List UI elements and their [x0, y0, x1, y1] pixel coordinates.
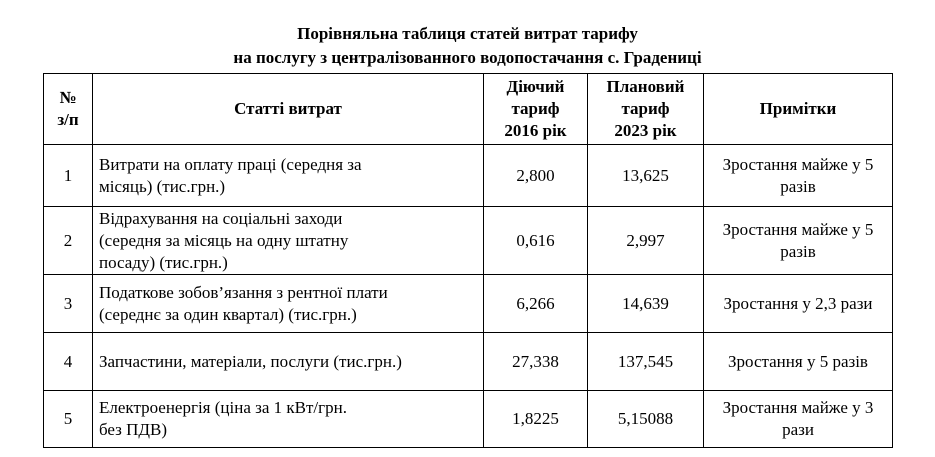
- row-planned-value: 13,625: [588, 145, 704, 207]
- title-line-1: Порівняльна таблиця статей витрат тарифу: [297, 24, 638, 43]
- table-row: [44, 207, 893, 275]
- row-number: 3: [44, 275, 93, 333]
- row-item: Відрахування на соціальні заходи (середня за місяць на одну штатну посаду) (тис.грн.): [93, 207, 484, 275]
- row-current-value: 2,800: [484, 145, 588, 207]
- table-row: [44, 145, 893, 207]
- row-item: Запчастини, матеріали, послуги (тис.грн.): [93, 333, 484, 391]
- row-current-value: 0,616: [484, 207, 588, 275]
- header-item: Статті витрат: [93, 74, 484, 145]
- document-title: [0, 22, 935, 70]
- row-note: Зростання у 5 разів: [704, 333, 893, 391]
- row-planned-value: 2,997: [588, 207, 704, 275]
- header-notes: Примітки: [704, 74, 893, 145]
- row-number: 2: [44, 207, 93, 275]
- row-note: Зростання у 2,3 рази: [704, 275, 893, 333]
- row-number: 1: [44, 145, 93, 207]
- row-current-value: 6,266: [484, 275, 588, 333]
- row-planned-value: 14,639: [588, 275, 704, 333]
- table-header-row: [44, 74, 893, 145]
- table-row: [44, 275, 893, 333]
- row-note: Зростання майже у 3 рази: [704, 391, 893, 448]
- table-row: [44, 333, 893, 391]
- header-planned-tariff: Плановий тариф 2023 рік: [588, 74, 704, 145]
- row-note: Зростання майже у 5 разів: [704, 207, 893, 275]
- row-planned-value: 5,15088: [588, 391, 704, 448]
- header-number: № з/п: [44, 74, 93, 145]
- row-note: Зростання майже у 5 разів: [704, 145, 893, 207]
- row-item: Податкове зобов’язання з рентної плати (середнє за один квартал) (тис.грн.): [93, 275, 484, 333]
- row-current-value: 1,8225: [484, 391, 588, 448]
- title-line-2: на послугу з централізованного водопостачання с. Градениці: [233, 48, 702, 67]
- row-item: Витрати на оплату праці (середня за місяць) (тис.грн.): [93, 145, 484, 207]
- row-number: 4: [44, 333, 93, 391]
- row-number: 5: [44, 391, 93, 448]
- row-item: Електроенергія (ціна за 1 кВт/грн. без ПДВ): [93, 391, 484, 448]
- table-row: [44, 391, 893, 448]
- row-planned-value: 137,545: [588, 333, 704, 391]
- row-current-value: 27,338: [484, 333, 588, 391]
- header-current-tariff: Діючий тариф 2016 рік: [484, 74, 588, 145]
- cost-comparison-table: [43, 73, 893, 448]
